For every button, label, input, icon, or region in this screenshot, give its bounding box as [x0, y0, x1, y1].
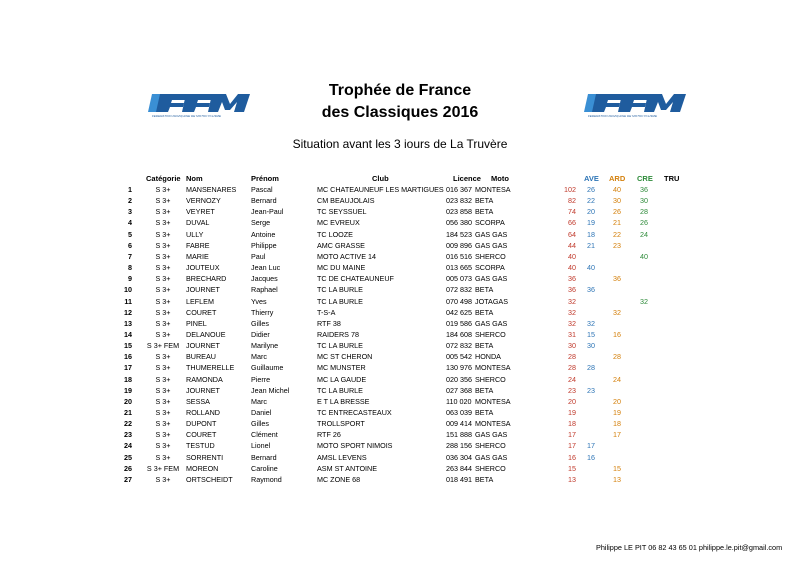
table-row	[0, 196, 800, 207]
rank-cell: 17	[124, 363, 132, 373]
total-points-cell: 64	[568, 229, 576, 239]
total-points-cell: 16	[568, 452, 576, 462]
ard-points-cell: 19	[613, 408, 621, 417]
firstname-cell: Lionel	[251, 441, 271, 451]
ard-points-cell: 23	[613, 240, 621, 250]
table-row	[0, 252, 800, 263]
category-cell: S 3+	[155, 430, 171, 440]
club-cell: MC MUNSTER	[317, 363, 366, 373]
moto-cell: MONTESA	[475, 419, 511, 429]
rank-cell: 12	[124, 307, 132, 317]
name-cell: PINEL	[186, 318, 207, 328]
firstname-cell: Pierre	[251, 374, 271, 384]
category-cell: S 3+	[155, 251, 171, 261]
ave-points-cell: 17	[587, 441, 595, 451]
name-cell: ROLLAND	[186, 408, 220, 417]
ard-points-cell: 18	[613, 419, 621, 429]
moto-cell: GAS GAS	[475, 430, 508, 440]
ard-points-cell: 24	[613, 374, 621, 384]
firstname-cell: Thierry	[251, 307, 274, 317]
ave-points-cell: 26	[587, 185, 595, 194]
name-cell: FABRE	[186, 240, 210, 250]
footer-contact: Philippe LE PIT 06 82 43 65 01 philippe.le.pit@gmail.com	[596, 543, 783, 552]
header-tru: TRU	[664, 174, 680, 183]
club-cell: TC LA BURLE	[317, 385, 363, 395]
club-cell: TC SEYSSUEL	[317, 207, 367, 217]
ave-points-cell: 21	[587, 240, 595, 250]
total-points-cell: 15	[568, 463, 576, 473]
club-cell: RTF 26	[317, 430, 341, 440]
firstname-cell: Marc	[251, 352, 267, 362]
club-cell: RTF 38	[317, 318, 341, 328]
cre-points-cell: 26	[640, 218, 648, 228]
category-cell: S 3+	[155, 318, 171, 328]
moto-cell: SCORPA	[475, 263, 505, 273]
licence-cell: 070 498	[446, 296, 472, 306]
firstname-cell: Yves	[251, 296, 267, 306]
table-row	[0, 185, 800, 196]
firstname-cell: Didier	[251, 329, 270, 339]
licence-cell: 072 832	[446, 341, 472, 351]
rank-cell: 18	[124, 374, 132, 384]
club-cell: E T LA BRESSE	[317, 396, 370, 406]
name-cell: JOUTEUX	[186, 263, 220, 273]
table-row	[0, 352, 800, 363]
moto-cell: SHERCO	[475, 441, 506, 451]
total-points-cell: 74	[568, 207, 576, 217]
club-cell: MC ST CHERON	[317, 352, 373, 362]
header-licence: Licence	[453, 174, 481, 183]
licence-cell: 018 491	[446, 474, 472, 484]
category-cell: S 3+	[155, 207, 171, 217]
ard-points-cell: 26	[613, 207, 621, 217]
club-cell: MC ZONE 68	[317, 474, 361, 484]
category-cell: S 3+	[155, 263, 171, 273]
page-subtitle: Situation avant les 3 iours de La Truvère	[292, 137, 508, 151]
rank-cell: 16	[124, 352, 132, 362]
licence-cell: 110 020	[446, 396, 472, 406]
ard-points-cell: 36	[613, 274, 621, 284]
cre-points-cell: 30	[640, 196, 648, 206]
club-cell: CM BEAUJOLAIS	[317, 196, 375, 206]
rank-cell: 6	[128, 240, 132, 250]
header-moto: Moto	[491, 174, 509, 183]
ave-points-cell: 16	[587, 452, 595, 462]
name-cell: DUPONT	[186, 419, 217, 429]
table-row	[0, 319, 800, 330]
ave-points-cell: 30	[587, 341, 595, 351]
licence-cell: 013 665	[446, 263, 472, 273]
licence-cell: 151 888	[446, 430, 472, 440]
moto-cell: SHERCO	[475, 463, 506, 473]
total-points-cell: 17	[568, 441, 576, 451]
rank-cell: 1	[128, 185, 132, 194]
moto-cell: SCORPA	[475, 218, 505, 228]
name-cell: DUVAL	[186, 218, 210, 228]
name-cell: BUREAU	[186, 352, 216, 362]
name-cell: THUMERELLE	[186, 363, 235, 373]
category-cell: S 3+	[155, 452, 171, 462]
total-points-cell: 17	[568, 430, 576, 440]
header-prenom: Prénom	[251, 174, 279, 183]
category-cell: S 3+	[155, 352, 171, 362]
ave-points-cell: 15	[587, 329, 595, 339]
category-cell: S 3+	[155, 408, 171, 417]
club-cell: TC LA BURLE	[317, 296, 363, 306]
rank-cell: 4	[128, 218, 132, 228]
firstname-cell: Daniel	[251, 408, 272, 417]
rank-cell: 10	[124, 285, 132, 295]
moto-cell: BETA	[475, 196, 494, 206]
firstname-cell: Jean-Paul	[251, 207, 284, 217]
ard-points-cell: 28	[613, 352, 621, 362]
table-row	[0, 297, 800, 308]
licence-cell: 184 523	[446, 229, 472, 239]
cre-points-cell: 28	[640, 207, 648, 217]
club-cell: TC LA BURLE	[317, 341, 363, 351]
name-cell: ULLY	[186, 229, 204, 239]
licence-cell: 023 858	[446, 207, 472, 217]
licence-cell: 005 542	[446, 352, 472, 362]
name-cell: MANSENARES	[186, 185, 237, 194]
moto-cell: MONTESA	[475, 396, 511, 406]
table-row	[0, 475, 800, 486]
category-cell: S 3+	[155, 296, 171, 306]
name-cell: ORTSCHEIDT	[186, 474, 233, 484]
total-points-cell: 30	[568, 341, 576, 351]
firstname-cell: Gilles	[251, 419, 269, 429]
category-cell: S 3+	[155, 218, 171, 228]
table-row	[0, 430, 800, 441]
name-cell: LEFLEM	[186, 296, 214, 306]
licence-cell: 072 832	[446, 285, 472, 295]
name-cell: MARIE	[186, 251, 209, 261]
total-points-cell: 13	[568, 474, 576, 484]
licence-cell: 288 156	[446, 441, 472, 451]
table-row	[0, 230, 800, 241]
ard-points-cell: 40	[613, 185, 621, 194]
rank-cell: 15	[124, 341, 132, 351]
moto-cell: BETA	[475, 307, 494, 317]
club-cell: AMSL LEVENS	[317, 452, 367, 462]
table-row	[0, 441, 800, 452]
name-cell: DELANOUE	[186, 329, 226, 339]
licence-cell: 036 304	[446, 452, 472, 462]
licence-cell: 263 844	[446, 463, 472, 473]
ard-points-cell: 22	[613, 229, 621, 239]
category-cell: S 3+	[155, 419, 171, 429]
category-cell: S 3+ FEM	[146, 341, 180, 351]
firstname-cell: Marc	[251, 396, 267, 406]
club-cell: AMC GRASSE	[317, 240, 365, 250]
rank-cell: 8	[128, 263, 132, 273]
club-cell: MC CHATEAUNEUF LES MARTIGUES	[317, 185, 444, 194]
rank-cell: 11	[124, 296, 132, 306]
ave-points-cell: 32	[587, 318, 595, 328]
licence-cell: 016 516	[446, 251, 472, 261]
moto-cell: GAS GAS	[475, 274, 508, 284]
table-row	[0, 453, 800, 464]
cre-points-cell: 40	[640, 251, 648, 261]
category-cell: S 3+	[155, 374, 171, 384]
rank-cell: 3	[128, 207, 132, 217]
rank-cell: 13	[124, 318, 132, 328]
total-points-cell: 31	[568, 329, 576, 339]
ave-points-cell: 23	[587, 385, 595, 395]
table-row	[0, 308, 800, 319]
firstname-cell: Paul	[251, 251, 266, 261]
total-points-cell: 36	[568, 274, 576, 284]
cre-points-cell: 24	[640, 229, 648, 239]
ard-points-cell: 16	[613, 329, 621, 339]
category-cell: S 3+	[155, 396, 171, 406]
club-cell: TROLLSPORT	[317, 419, 365, 429]
header-club: Club	[372, 174, 389, 183]
firstname-cell: Caroline	[251, 463, 278, 473]
moto-cell: MONTESA	[475, 185, 511, 194]
moto-cell: SHERCO	[475, 374, 506, 384]
table-row	[0, 285, 800, 296]
moto-cell: GAS GAS	[475, 240, 508, 250]
category-cell: S 3+	[155, 363, 171, 373]
header-cre: CRE	[637, 174, 653, 183]
category-cell: S 3+	[155, 441, 171, 451]
name-cell: COURET	[186, 430, 217, 440]
ave-points-cell: 28	[587, 363, 595, 373]
licence-cell: 005 073	[446, 274, 472, 284]
ard-points-cell: 13	[613, 474, 621, 484]
rank-cell: 5	[128, 229, 132, 239]
header-categorie: Catégorie	[146, 174, 181, 183]
moto-cell: GAS GAS	[475, 452, 508, 462]
rank-cell: 25	[124, 452, 132, 462]
table-row	[0, 397, 800, 408]
total-points-cell: 82	[568, 196, 576, 206]
category-cell: S 3+	[155, 307, 171, 317]
rank-cell: 20	[124, 396, 132, 406]
moto-cell: BETA	[475, 385, 494, 395]
header-ave: AVE	[584, 174, 599, 183]
moto-cell: GAS GAS	[475, 229, 508, 239]
rank-cell: 21	[124, 408, 132, 417]
table-row	[0, 207, 800, 218]
table-row	[0, 341, 800, 352]
firstname-cell: Bernard	[251, 196, 277, 206]
rank-cell: 9	[128, 274, 132, 284]
licence-cell: 042 625	[446, 307, 472, 317]
total-points-cell: 102	[564, 185, 576, 194]
club-cell: T-S-A	[317, 307, 336, 317]
ard-points-cell: 20	[613, 396, 621, 406]
licence-cell: 019 586	[446, 318, 472, 328]
firstname-cell: Jean Michel	[251, 385, 290, 395]
licence-cell: 027 368	[446, 385, 472, 395]
category-cell: S 3+	[155, 329, 171, 339]
firstname-cell: Gilles	[251, 318, 269, 328]
total-points-cell: 20	[568, 396, 576, 406]
category-cell: S 3+	[155, 274, 171, 284]
name-cell: RAMONDA	[186, 374, 223, 384]
category-cell: S 3+	[155, 285, 171, 295]
firstname-cell: Jacques	[251, 274, 278, 284]
rank-cell: 24	[124, 441, 132, 451]
moto-cell: BETA	[475, 341, 494, 351]
name-cell: JOURNET	[186, 285, 220, 295]
ave-points-cell: 36	[587, 285, 595, 295]
total-points-cell: 23	[568, 385, 576, 395]
table-row	[0, 419, 800, 430]
category-cell: S 3+	[155, 385, 171, 395]
licence-cell: 056 380	[446, 218, 472, 228]
rank-cell: 19	[124, 385, 132, 395]
rank-cell: 26	[124, 463, 132, 473]
moto-cell: BETA	[475, 474, 494, 484]
club-cell: MC LA GAUDE	[317, 374, 367, 384]
header-ard: ARD	[609, 174, 626, 183]
name-cell: SORRENTI	[186, 452, 224, 462]
firstname-cell: Guillaume	[251, 363, 284, 373]
total-points-cell: 24	[568, 374, 576, 384]
licence-cell: 130 976	[446, 363, 472, 373]
cre-points-cell: 36	[640, 185, 648, 194]
rank-cell: 22	[124, 419, 132, 429]
name-cell: VERNOZY	[186, 196, 221, 206]
ave-points-cell: 40	[587, 263, 595, 273]
moto-cell: SHERCO	[475, 329, 506, 339]
firstname-cell: Pascal	[251, 185, 273, 194]
ard-points-cell: 17	[613, 430, 621, 440]
table-row	[0, 464, 800, 475]
name-cell: COURET	[186, 307, 217, 317]
total-points-cell: 28	[568, 352, 576, 362]
ave-points-cell: 19	[587, 218, 595, 228]
club-cell: ASM ST ANTOINE	[317, 463, 378, 473]
category-cell: S 3+	[155, 185, 171, 194]
club-cell: MC EVREUX	[317, 218, 360, 228]
ard-points-cell: 32	[613, 307, 621, 317]
total-points-cell: 44	[568, 240, 576, 250]
moto-cell: MONTESA	[475, 363, 511, 373]
firstname-cell: Philippe	[251, 240, 277, 250]
firstname-cell: Marilyne	[251, 341, 279, 351]
rank-cell: 23	[124, 430, 132, 440]
firstname-cell: Bernard	[251, 452, 277, 462]
licence-cell: 020 356	[446, 374, 472, 384]
total-points-cell: 19	[568, 408, 576, 417]
table-row	[0, 375, 800, 386]
licence-cell: 184 608	[446, 329, 472, 339]
ave-points-cell: 22	[587, 196, 595, 206]
category-cell: S 3+	[155, 240, 171, 250]
firstname-cell: Antoine	[251, 229, 276, 239]
total-points-cell: 32	[568, 318, 576, 328]
licence-cell: 023 832	[446, 196, 472, 206]
name-cell: JOURNET	[186, 341, 220, 351]
licence-cell: 009 896	[446, 240, 472, 250]
licence-cell: 016 367	[446, 185, 472, 194]
total-points-cell: 40	[568, 251, 576, 261]
table-row	[0, 241, 800, 252]
club-cell: TC ENTRECASTEAUX	[317, 408, 392, 417]
rank-cell: 2	[128, 196, 132, 206]
club-cell: MOTO SPORT NIMOIS	[317, 441, 393, 451]
ard-points-cell: 15	[613, 463, 621, 473]
category-cell: S 3+	[155, 196, 171, 206]
logo-caption: FEDERATION FRANÇAISE DE MOTOCYCLISME	[152, 114, 222, 118]
name-cell: BRECHARD	[186, 274, 227, 284]
total-points-cell: 32	[568, 296, 576, 306]
table-row	[0, 363, 800, 374]
name-cell: MOREON	[186, 463, 219, 473]
ave-points-cell: 18	[587, 229, 595, 239]
name-cell: JOURNET	[186, 385, 220, 395]
category-cell: S 3+ FEM	[146, 463, 180, 473]
total-points-cell: 32	[568, 307, 576, 317]
logo-caption: FEDERATION FRANÇAISE DE MOTOCYCLISME	[588, 114, 658, 118]
rank-cell: 14	[124, 329, 132, 339]
category-cell: S 3+	[155, 474, 171, 484]
ard-points-cell: 21	[613, 218, 621, 228]
name-cell: VEYRET	[186, 207, 215, 217]
total-points-cell: 40	[568, 263, 576, 273]
table-row	[0, 274, 800, 285]
club-cell: TC DE CHATEAUNEUF	[317, 274, 394, 284]
ave-points-cell: 20	[587, 207, 595, 217]
club-cell: TC LA BURLE	[317, 285, 363, 295]
firstname-cell: Raymond	[251, 474, 282, 484]
ard-points-cell: 30	[613, 196, 621, 206]
club-cell: MC DU MAINE	[317, 263, 366, 273]
moto-cell: JOTAGAS	[475, 296, 509, 306]
rank-cell: 7	[128, 251, 132, 261]
club-cell: RAIDERS 78	[317, 329, 359, 339]
table-row	[0, 408, 800, 419]
cre-points-cell: 32	[640, 296, 648, 306]
table-row	[0, 218, 800, 229]
moto-cell: HONDA	[475, 352, 501, 362]
total-points-cell: 28	[568, 363, 576, 373]
moto-cell: BETA	[475, 285, 494, 295]
moto-cell: SHERCO	[475, 251, 506, 261]
header-nom: Nom	[186, 174, 203, 183]
moto-cell: BETA	[475, 207, 494, 217]
firstname-cell: Raphael	[251, 285, 278, 295]
name-cell: TESTUD	[186, 441, 215, 451]
rank-cell: 27	[124, 474, 132, 484]
moto-cell: BETA	[475, 408, 494, 417]
licence-cell: 009 414	[446, 419, 472, 429]
firstname-cell: Clément	[251, 430, 278, 440]
firstname-cell: Serge	[251, 218, 271, 228]
table-row	[0, 263, 800, 274]
table-row	[0, 386, 800, 397]
total-points-cell: 18	[568, 419, 576, 429]
category-cell: S 3+	[155, 229, 171, 239]
moto-cell: GAS GAS	[475, 318, 508, 328]
name-cell: SESSA	[186, 396, 210, 406]
total-points-cell: 36	[568, 285, 576, 295]
table-row	[0, 330, 800, 341]
page-title: Trophée de France	[328, 82, 472, 99]
total-points-cell: 66	[568, 218, 576, 228]
licence-cell: 063 039	[446, 408, 472, 417]
club-cell: TC LOOZE	[317, 229, 353, 239]
club-cell: MOTO ACTIVE 14	[317, 251, 376, 261]
firstname-cell: Jean Luc	[251, 263, 281, 273]
page-title-line2: des Classiques 2016	[321, 104, 479, 121]
